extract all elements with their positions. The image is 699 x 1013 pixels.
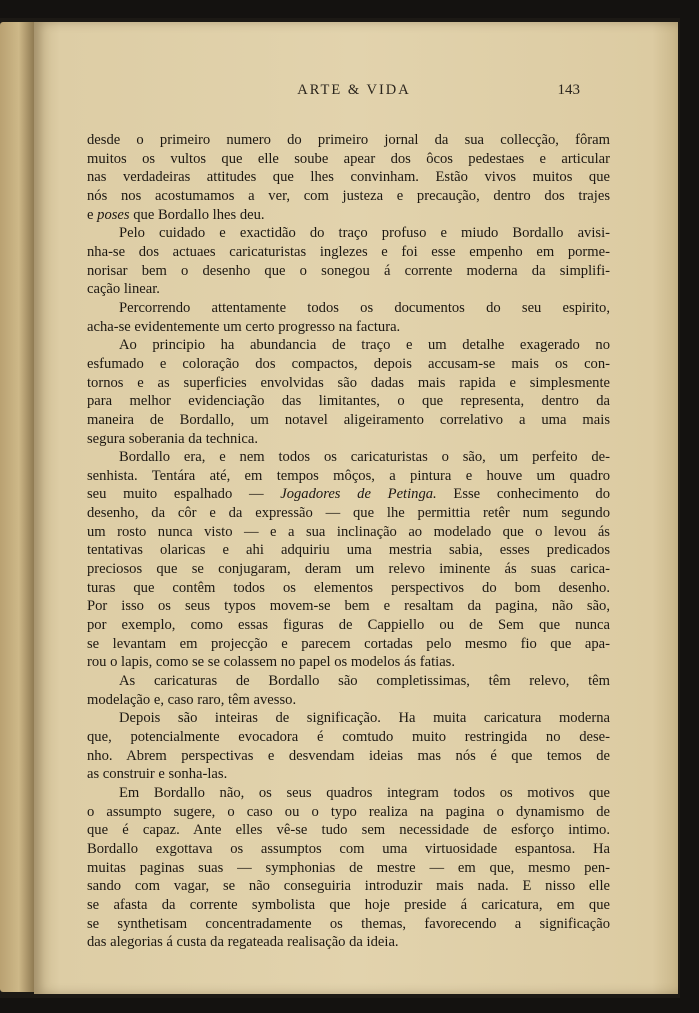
text-line: norisar bem o desenho que o sonegou á corrente moderna da simplifi- (87, 262, 610, 279)
italic-title: Jogadores de Petinga. (280, 486, 437, 503)
text-line: nas verdadeiras attitudes que lhes convinham. Estão vivos muitos que (87, 169, 610, 186)
facing-page-edge (0, 22, 34, 992)
text-line: um rosto nunca visto — e a sua inclinação ao modelado que o levou ás (87, 523, 610, 540)
text-line: desenho, da côr e da expressão — que lhe permittia retêr num segundo (87, 505, 610, 522)
text-line: nha-se dos actuaes caricaturistas inglezes e foi esse empenho em pormе- (87, 243, 610, 260)
text-line: das alegorias á custa da regateada realisação da ideia. (87, 934, 399, 951)
text-line: nho. Abrem perspectivas e desvendam ideias mas nós é que temos de (87, 747, 610, 764)
text-line: sando com vagar, se não conseguiria introduzir mais nada. E nisso elle (87, 878, 610, 895)
text-line: turas que contêm todos os elementos perspectivos do bom desenho. (87, 579, 610, 596)
text-line: o assumpto sugere, o caso ou o typo realiza na pagina o dynamismo de (87, 803, 610, 820)
text-line: se levantam em projecção e parecem cortadas pelo mesmo fio que apa- (87, 635, 610, 652)
text-line: para melhor evidenciação das limitantes, o que representa, dentro da (87, 393, 610, 410)
italic-term: poses (97, 206, 130, 223)
text-line: modelação e, caso raro, têm avesso. (87, 691, 297, 708)
page-number: 143 (557, 82, 580, 98)
text-line: Por isso os seus typos movem-se bem e resaltam da pagina, não são, (87, 598, 610, 615)
text-line: esfumado e coloração dos compactos, depois accusam-se mais os con- (87, 355, 610, 372)
text-line: e poses que Bordallo lhes deu. (87, 206, 265, 223)
text-line: que é capaz. Ante elles vê-se tudo sem necessidade de esforço intimo. (87, 822, 610, 839)
text-line: se synthetisam concentradamente os themas, favorecendo a significação (87, 915, 610, 932)
running-title: ARTE & VIDA (297, 82, 411, 98)
text-line: preciosos que se conjugaram, deram um relevo iminente ás suas carica- (87, 561, 610, 578)
text-line: acha-se evidentemente um certo progresso na factura. (87, 318, 401, 335)
text-line: Ao principio ha abundancia de traço e um detalhe exagerado no (119, 337, 610, 354)
text-line: senhista. Tentára até, em tempos môços, a pintura e houve um quadro (87, 467, 610, 484)
text-line: muitas paginas suas — symphonias de mestre — em que, mesmo pen- (87, 859, 610, 876)
text-line: muitos os vultos que elle soube apear dos ôcos pedestaes e articular (87, 150, 610, 167)
text-line: tentativas olaricas e ahi adquiriu uma mestria sabia, esses predicados (87, 542, 610, 559)
text-line: Bordallo exgottava os assumptos com uma virtuosidade espantosa. Ha (87, 840, 610, 857)
text-line: nós nos acostumamos a ver, com justeza e precaução, dentro dos trajes (87, 187, 610, 204)
text-line: Depois são inteiras de significação. Ha muita caricatura moderna (119, 710, 610, 727)
text-line: segura soberania da technica. (87, 430, 258, 447)
text-line: desde o primeiro numero do primeiro jornal da sua collecção, fôram (87, 132, 610, 148)
book-page (34, 22, 678, 994)
text-line: cação linear. (87, 281, 160, 298)
text-line: as construir e sonha-las. (87, 766, 228, 783)
text-line: Em Bordallo não, os seus quadros integram todos os motivos que (119, 784, 610, 801)
text-line: Percorrendo attentamente todos os documentos do seu espirito, (119, 299, 610, 316)
text-line: se afasta da corrente symbolista que hoje preside á caricatura, em que (87, 896, 610, 913)
text-line: seu muito espalhado — Jogadores de Petinga. Esse conhecimento do (87, 486, 610, 503)
body-text (87, 131, 610, 952)
text-line: maneira de Bordallo, um notavel aligeiramento correlativo a uma mais (87, 411, 610, 428)
text-line: As caricaturas de Bordallo são completissimas, têm relevo, têm (119, 673, 610, 690)
text-line: por exemplo, como essas figuras de Cappiello ou de Sem que nunca (87, 617, 610, 634)
text-line: que, potencialmente evocadora é comtudo muito restringida no dese- (87, 729, 610, 745)
text-line: Pelo cuidado e exactidão do traço profuso e miudo Bordallo avisi- (119, 225, 610, 242)
text-line: tornos e as superficies envolvidas são dadas mais rapida e simplesmente (87, 374, 610, 391)
text-line: rou o lapis, como se se colassem no papel os modelos ás fatias. (87, 654, 456, 671)
text-line: Bordallo era, e nem todos os caricaturistas o são, um perfeito de- (119, 449, 610, 466)
